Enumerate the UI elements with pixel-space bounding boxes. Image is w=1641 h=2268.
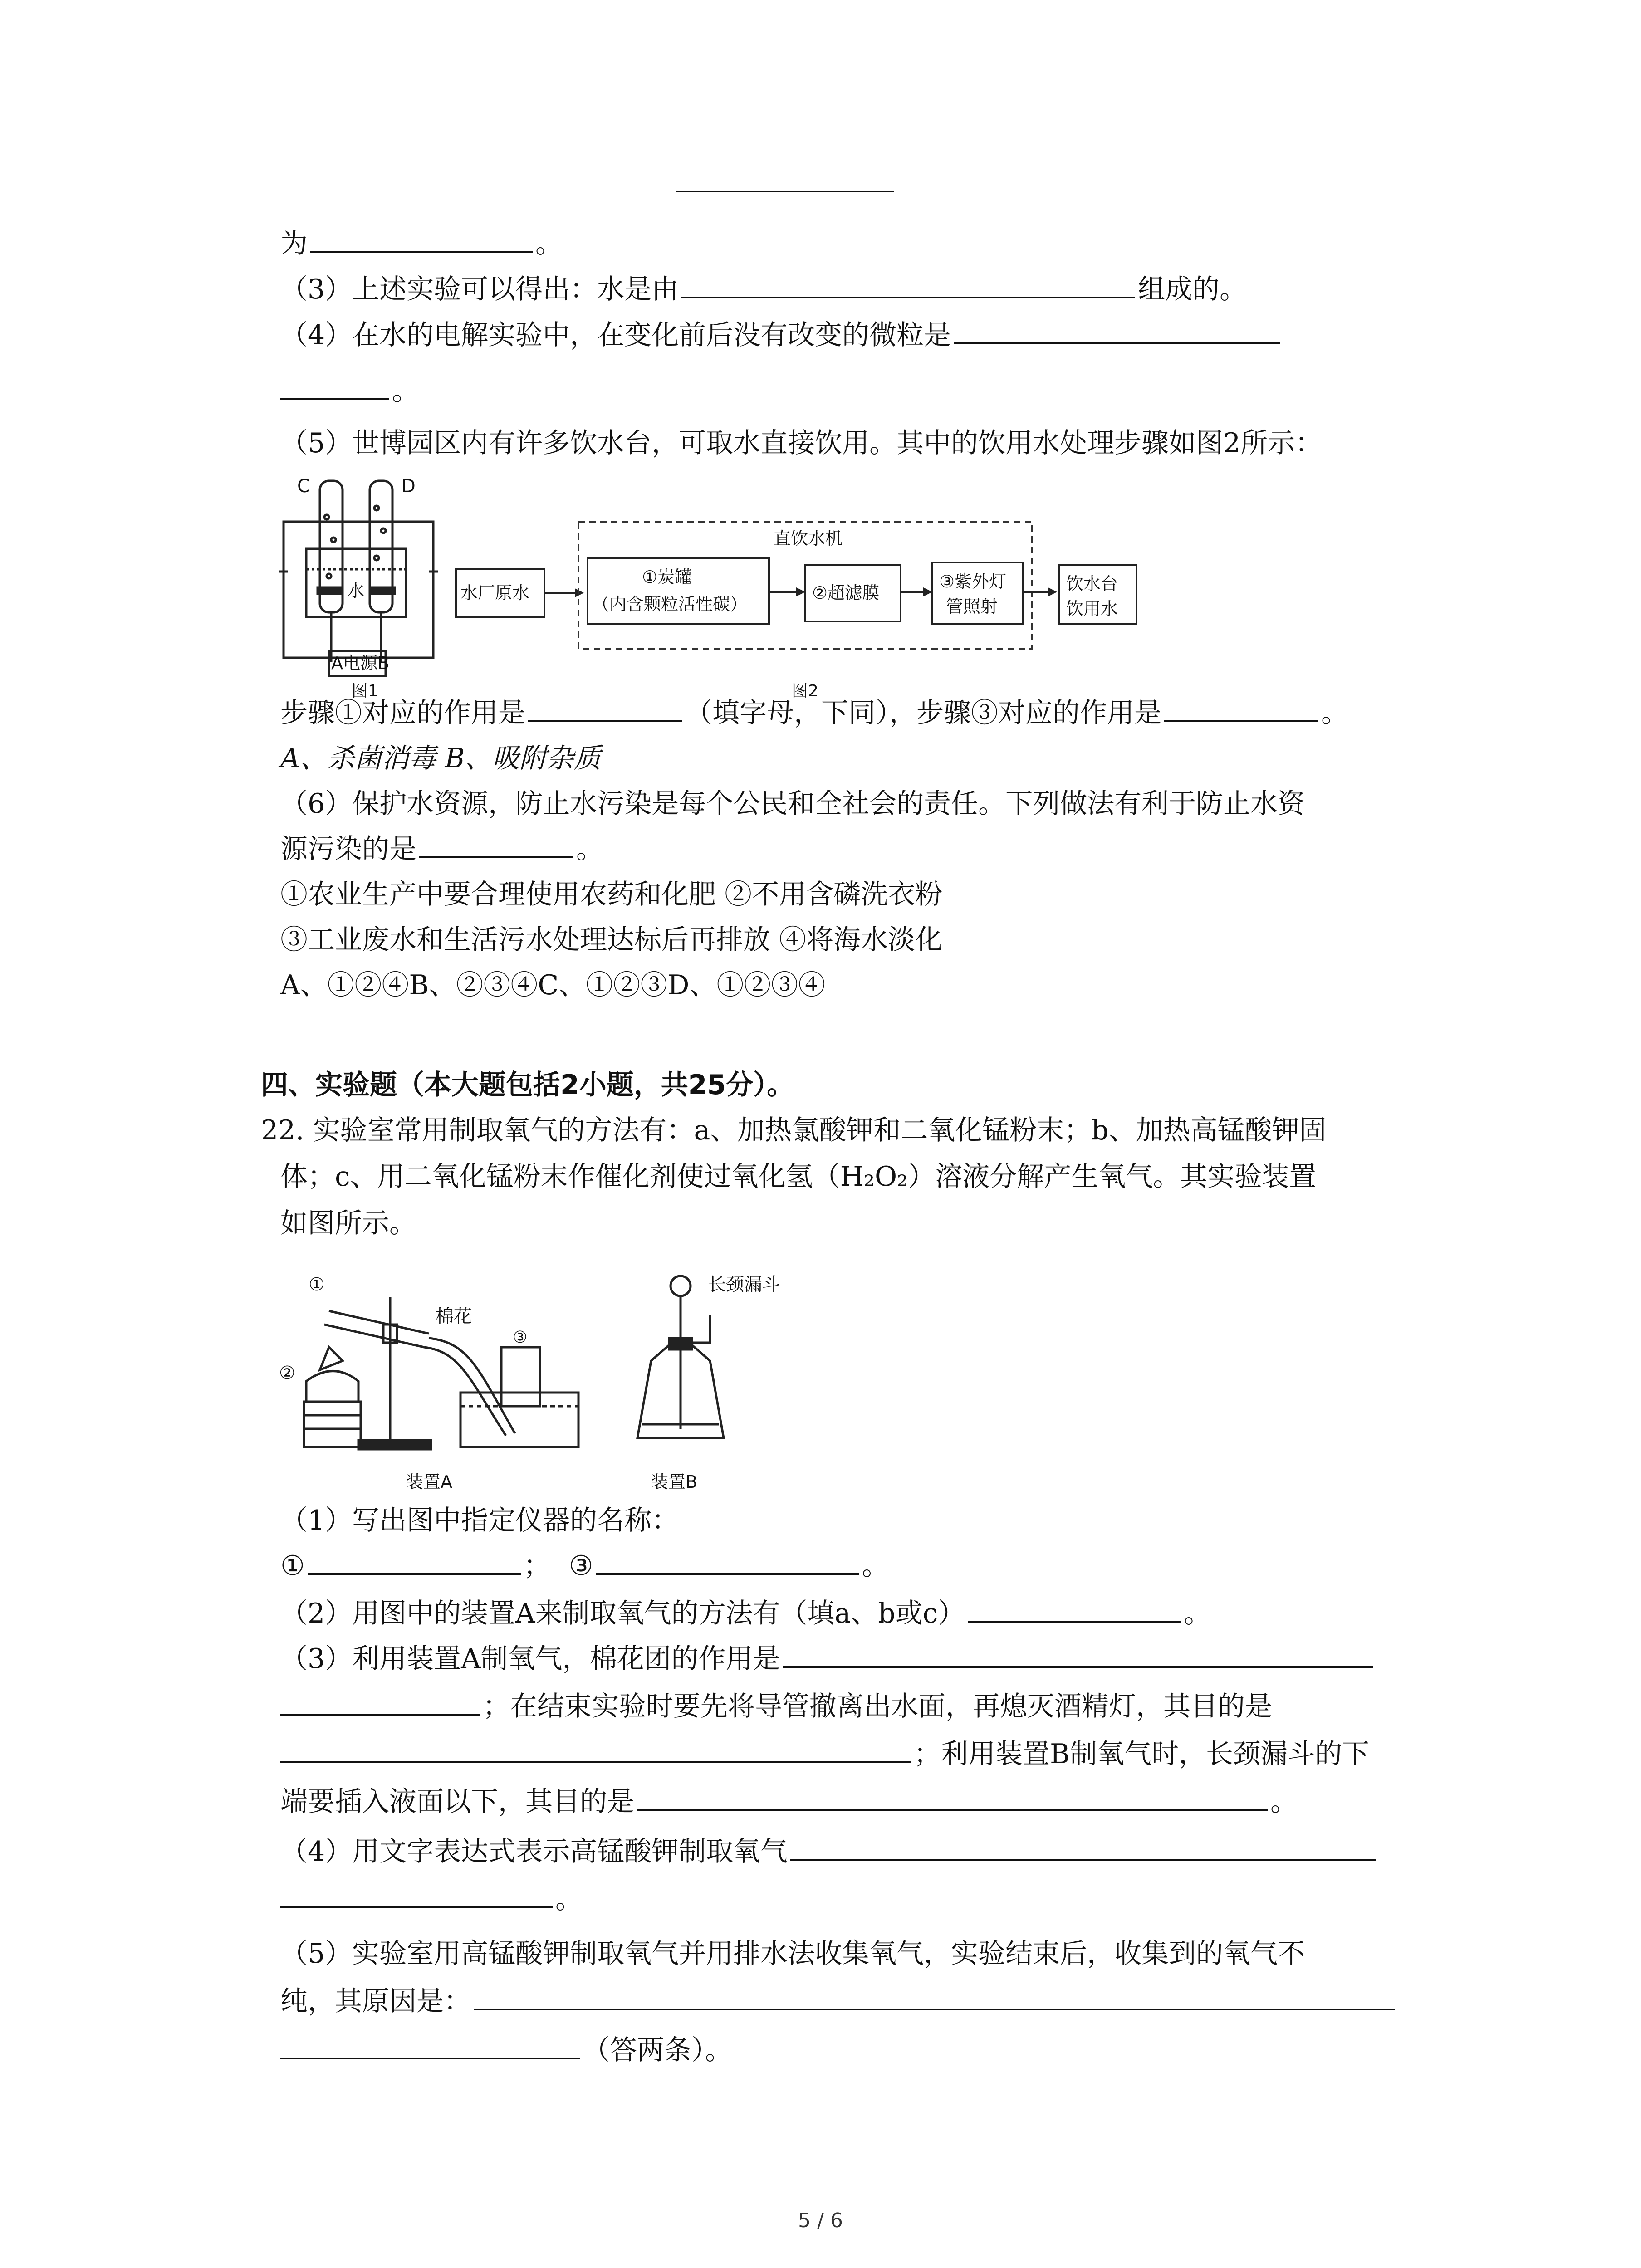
answer-blank[interactable] <box>783 1641 1373 1668</box>
answer-blank[interactable] <box>419 831 573 858</box>
q22-5-line-2: 纯，其原因是： <box>280 1982 1397 2020</box>
fig3-caption-b: 装置B <box>651 1472 698 1492</box>
q22-4-line-2: 。 <box>280 1880 583 1918</box>
answer-blank[interactable] <box>280 373 389 400</box>
options-ab: A、杀菌消毒 B、吸附杂质 <box>280 743 601 774</box>
answer-blank-top[interactable] <box>676 191 894 192</box>
q6-option-1: ①农业生产中要合理使用农药和化肥 ②不用含磷洗衣粉 <box>280 879 943 910</box>
q6-option-2: ③工业废水和生活污水处理达标后再排放 ④将海水淡化 <box>280 924 943 956</box>
q22-3-line-3: ；利用装置B制氧气时，长颈漏斗的下 <box>280 1735 1369 1773</box>
fig1-label-d: D <box>402 476 416 497</box>
fig2-box-title: 直饮水机 <box>774 528 843 548</box>
q4-line-2: 。 <box>280 372 419 410</box>
answer-blank[interactable] <box>280 1881 553 1908</box>
fig3-caption-a: 装置A <box>406 1472 452 1492</box>
answer-blank[interactable] <box>474 1983 1395 2010</box>
fig2-step3-l1: ③紫外灯 <box>939 572 1007 591</box>
q22-line-3: 如图所示。 <box>280 1207 416 1239</box>
figure-oxygen-apparatus <box>279 1266 814 1497</box>
answer-blank[interactable] <box>596 1548 859 1575</box>
answer-blank[interactable] <box>968 1595 1181 1623</box>
q22-2-line: （2）用图中的装置A来制取氧气的方法有（填a、b或c） 。 <box>280 1594 1211 1633</box>
q4-line: （4）在水的电解实验中，在变化前后没有改变的微粒是 <box>280 316 1283 354</box>
answer-blank[interactable] <box>790 1833 1376 1861</box>
fig2-step2: ②超滤膜 <box>812 583 880 603</box>
q5-line: （5）世博园区内有许多饮水台，可取水直接饮用。其中的饮用水处理步骤如图2所示： <box>280 427 1323 459</box>
q3-line: （3）上述实验可以得出：水是由 组成的。 <box>280 270 1247 308</box>
step-line: 步骤①对应的作用是 （填字母，下同），步骤③对应的作用是 。 <box>280 694 1348 732</box>
answer-blank[interactable] <box>308 1548 521 1575</box>
page-number: 5 / 6 <box>798 2209 843 2232</box>
q6-choices: A、①②④B、②③④C、①②③D、①②③④ <box>280 969 826 1001</box>
fig2-step1-l2: （内含颗粒活性碳） <box>592 594 748 614</box>
answer-blank[interactable] <box>280 1736 911 1763</box>
fig3-label-cotton: 棉花 <box>436 1306 472 1327</box>
section-4-heading: 四、实验题（本大题包括2小题，共25分）。 <box>261 1069 794 1101</box>
q6-line-1: （6）保护水资源，防止水污染是每个公民和全社会的责任。下列做法有利于防止水资 <box>280 788 1305 820</box>
q6-line-2: 源污染的是 。 <box>280 830 603 868</box>
answer-blank[interactable] <box>280 2032 580 2059</box>
fig2-out-l1: 饮水台 <box>1066 574 1118 594</box>
q22-5-line-3: （答两条）。 <box>280 2031 732 2069</box>
q22-5-line-1: （5）实验室用高锰酸钾制取氧气并用排水法收集氧气，实验结束后，收集到的氧气不 <box>280 1938 1305 1970</box>
fig3-label-1: ① <box>309 1274 325 1295</box>
q22-3-line-4: 端要插入液面以下，其目的是 。 <box>280 1783 1298 1821</box>
fig1-label-water: 水 <box>347 581 365 601</box>
q22-3-line-2: ；在结束实验时要先将导管撤离出水面，再熄灭酒精灯，其目的是 <box>280 1687 1272 1725</box>
q22-4-line-1: （4）用文字表达式表示高锰酸钾制取氧气 <box>280 1833 1378 1871</box>
figure-electrolysis-and-filter <box>279 467 1486 703</box>
q22-3-line-1: （3）利用装置A制氧气，棉花团的作用是 <box>280 1640 1376 1678</box>
q22-line-1: 22. 实验室常用制取氧气的方法有：a、加热氯酸钾和二氧化锰粉末；b、加热高锰酸钾固 <box>261 1114 1327 1146</box>
answer-blank[interactable] <box>280 1688 480 1716</box>
answer-blank[interactable] <box>681 271 1135 298</box>
answer-blank[interactable] <box>637 1784 1268 1811</box>
fig1-label-power: A电源B <box>331 653 390 673</box>
fig3-label-3: ③ <box>513 1328 528 1347</box>
q22-1-line: （1）写出图中指定仪器的名称： <box>280 1505 679 1536</box>
q22-1-answers: ① ； ③ 。 <box>280 1547 889 1585</box>
fig2-source: 水厂原水 <box>460 583 530 603</box>
fig2-out-l2: 饮用水 <box>1066 599 1118 619</box>
q22-line-2: 体；c、用二氧化锰粉末作催化剂使过氧化氢（H₂O₂）溶液分解产生氧气。其实验装置 <box>280 1161 1317 1193</box>
answer-blank[interactable] <box>954 317 1280 344</box>
fig1-caption: 图1 <box>352 682 378 700</box>
q-prev-line-wei: 为 。 <box>280 225 563 263</box>
answer-blank[interactable] <box>1164 695 1318 722</box>
fig2-caption: 图2 <box>792 682 818 700</box>
fig2-step3-l2: 管照射 <box>946 596 998 616</box>
answer-blank[interactable] <box>310 225 533 253</box>
fig3-label-funnel: 长颈漏斗 <box>708 1274 780 1295</box>
fig2-step1-l1: ①炭罐 <box>642 567 692 587</box>
fig1-electrolysis-apparatus <box>279 481 438 676</box>
fig3-label-2: ② <box>279 1363 295 1383</box>
answer-blank[interactable] <box>528 695 682 722</box>
fig1-label-c: C <box>297 476 310 497</box>
